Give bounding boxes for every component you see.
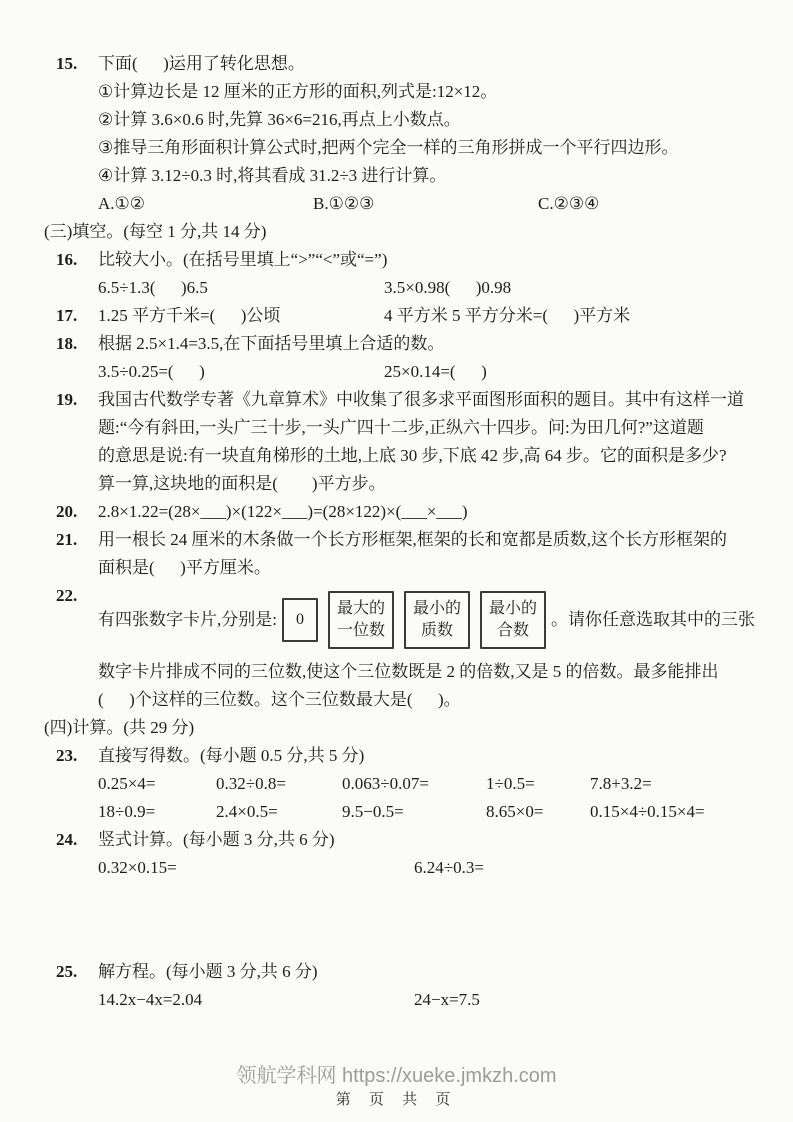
question-17-number: 17. xyxy=(56,306,78,325)
question-15-item-1: ①计算边长是 12 厘米的正方形的面积,列式是:12×12。 xyxy=(98,82,498,101)
calc-item: 7.8+3.2= xyxy=(590,774,652,793)
working-space xyxy=(98,882,757,958)
question-23-stem: 直接写得数。(每小题 0.5 分,共 5 分) xyxy=(98,746,365,765)
question-17-blank-1: 1.25 平方千米=( )公顷 xyxy=(98,306,281,325)
question-25-item-1: 14.2x−4x=2.04 xyxy=(98,990,203,1009)
question-19-line-1: 我国古代数学专著《九章算术》中收集了很多求平面图形面积的题目。其中有这样一道 xyxy=(98,390,744,409)
question-19-line-4: 算一算,这块地的面积是( )平方步。 xyxy=(98,474,386,493)
question-22-line-2: 数字卡片排成不同的三位数,使这个三位数既是 2 的倍数,又是 5 的倍数。最多能排出 xyxy=(98,662,719,681)
question-21-number: 21. xyxy=(56,530,78,549)
question-17-blank-2: 4 平方米 5 平方分米=( )平方米 xyxy=(384,306,631,325)
question-24-items xyxy=(98,854,757,882)
question-22-number: 22. xyxy=(56,586,78,605)
calc-item: 0.063÷0.07= xyxy=(342,774,429,793)
question-15 xyxy=(56,50,757,218)
question-17 xyxy=(56,302,757,330)
question-21-line-1: 用一根长 24 厘米的木条做一个长方形框架,框架的长和宽都是质数,这个长方形框架的 xyxy=(98,530,727,549)
question-24-item-2: 6.24÷0.3= xyxy=(414,858,484,877)
question-18-stem: 根据 2.5×1.4=3.5,在下面括号里填上合适的数。 xyxy=(98,334,445,353)
question-16-blank-2: 3.5×0.98( )0.98 xyxy=(384,278,512,297)
question-22-lead: 有四张数字卡片,分别是: xyxy=(98,610,277,629)
question-18 xyxy=(56,330,757,386)
watermark-text: 领航学科网 https://xueke.jmkzh.com xyxy=(236,1065,557,1087)
question-20-number: 20. xyxy=(56,502,78,521)
question-22-card-line xyxy=(98,582,757,658)
question-22-after-cards: 。请你任意选取其中的三张 xyxy=(551,610,756,629)
question-15-options xyxy=(98,190,757,218)
calc-item: 18÷0.9= xyxy=(98,802,156,821)
page-number-label: 第 页 共 页 xyxy=(335,1091,458,1108)
question-25-stem: 解方程。(每小题 3 分,共 6 分) xyxy=(98,962,318,981)
question-23 xyxy=(56,742,757,826)
question-16-blanks xyxy=(98,274,757,302)
section-3-header: (三)填空。(每空 1 分,共 14 分) xyxy=(44,222,267,241)
question-16-blank-1: 6.5÷1.3( )6.5 xyxy=(98,278,208,297)
question-25-item-2: 24−x=7.5 xyxy=(414,990,480,1009)
question-16-number: 16. xyxy=(56,250,78,269)
question-25-items xyxy=(98,986,757,1014)
question-19-number: 19. xyxy=(56,390,78,409)
question-24-stem: 竖式计算。(每小题 3 分,共 6 分) xyxy=(98,830,335,849)
question-24-number: 24. xyxy=(56,830,78,849)
question-23-row-2 xyxy=(98,798,757,826)
question-19-line-2: 题:“今有斜田,一头广三十步,一头广四十二步,正纵六十四步。问:为田几何?”这道题 xyxy=(98,418,704,437)
question-22-line-3: ( )个这样的三位数。这个三位数最大是( )。 xyxy=(98,690,461,709)
question-16-stem: 比较大小。(在括号里填上“>”“<”或“=”) xyxy=(98,250,388,269)
digit-card-min-prime: 最小的 质数 xyxy=(404,591,470,649)
question-18-number: 18. xyxy=(56,334,78,353)
question-25 xyxy=(56,958,757,1014)
question-19-line-3: 的意思是说:有一块直角梯形的土地,上底 30 步,下底 42 步,高 64 步。它的面积是多少? xyxy=(98,446,727,465)
question-15-item-2: ②计算 3.6×0.6 时,先算 36×6=216,再点上小数点。 xyxy=(98,110,461,129)
calc-item: 0.25×4= xyxy=(98,774,156,793)
digit-card-zero: 0 xyxy=(282,598,318,642)
calc-item: 2.4×0.5= xyxy=(216,802,278,821)
calc-item: 0.15×4÷0.15×4= xyxy=(590,802,705,821)
digit-card-max-one-digit: 最大的 一位数 xyxy=(328,591,394,649)
question-18-blank-2: 25×0.14=( ) xyxy=(384,362,487,381)
question-18-blanks xyxy=(98,358,757,386)
question-15-item-4: ④计算 3.12÷0.3 时,将其看成 31.2÷3 进行计算。 xyxy=(98,166,447,185)
option-b: B.①②③ xyxy=(313,194,375,213)
calc-item: 0.32÷0.8= xyxy=(216,774,286,793)
question-23-row-1 xyxy=(98,770,757,798)
question-22 xyxy=(56,582,757,714)
question-15-item-3: ③推导三角形面积计算公式时,把两个完全一样的三角形拼成一个平行四边形。 xyxy=(98,138,679,157)
option-c: C.②③④ xyxy=(538,194,600,213)
question-15-stem: 下面( )运用了转化思想。 xyxy=(98,54,305,73)
question-18-blank-1: 3.5÷0.25=( ) xyxy=(98,362,205,381)
option-a: A.①② xyxy=(98,194,146,213)
calc-item: 1÷0.5= xyxy=(486,774,535,793)
question-23-number: 23. xyxy=(56,746,78,765)
question-25-number: 25. xyxy=(56,962,78,981)
question-24 xyxy=(56,826,757,958)
question-15-number: 15. xyxy=(56,54,78,73)
section-4-header: (四)计算。(共 29 分) xyxy=(44,718,195,737)
footer xyxy=(0,1064,793,1110)
question-17-blanks xyxy=(98,302,757,330)
question-16 xyxy=(56,246,757,302)
calc-item: 9.5−0.5= xyxy=(342,802,404,821)
question-20-text: 2.8×1.22=(28×___)×(122×___)=(28×122)×(___×___) xyxy=(98,502,468,521)
question-21 xyxy=(56,526,757,582)
question-24-item-1: 0.32×0.15= xyxy=(98,858,177,877)
question-19 xyxy=(56,386,757,498)
question-20 xyxy=(56,498,757,526)
calc-item: 8.65×0= xyxy=(486,802,544,821)
digit-card-min-composite: 最小的 合数 xyxy=(480,591,546,649)
question-21-line-2: 面积是( )平方厘米。 xyxy=(98,558,271,577)
